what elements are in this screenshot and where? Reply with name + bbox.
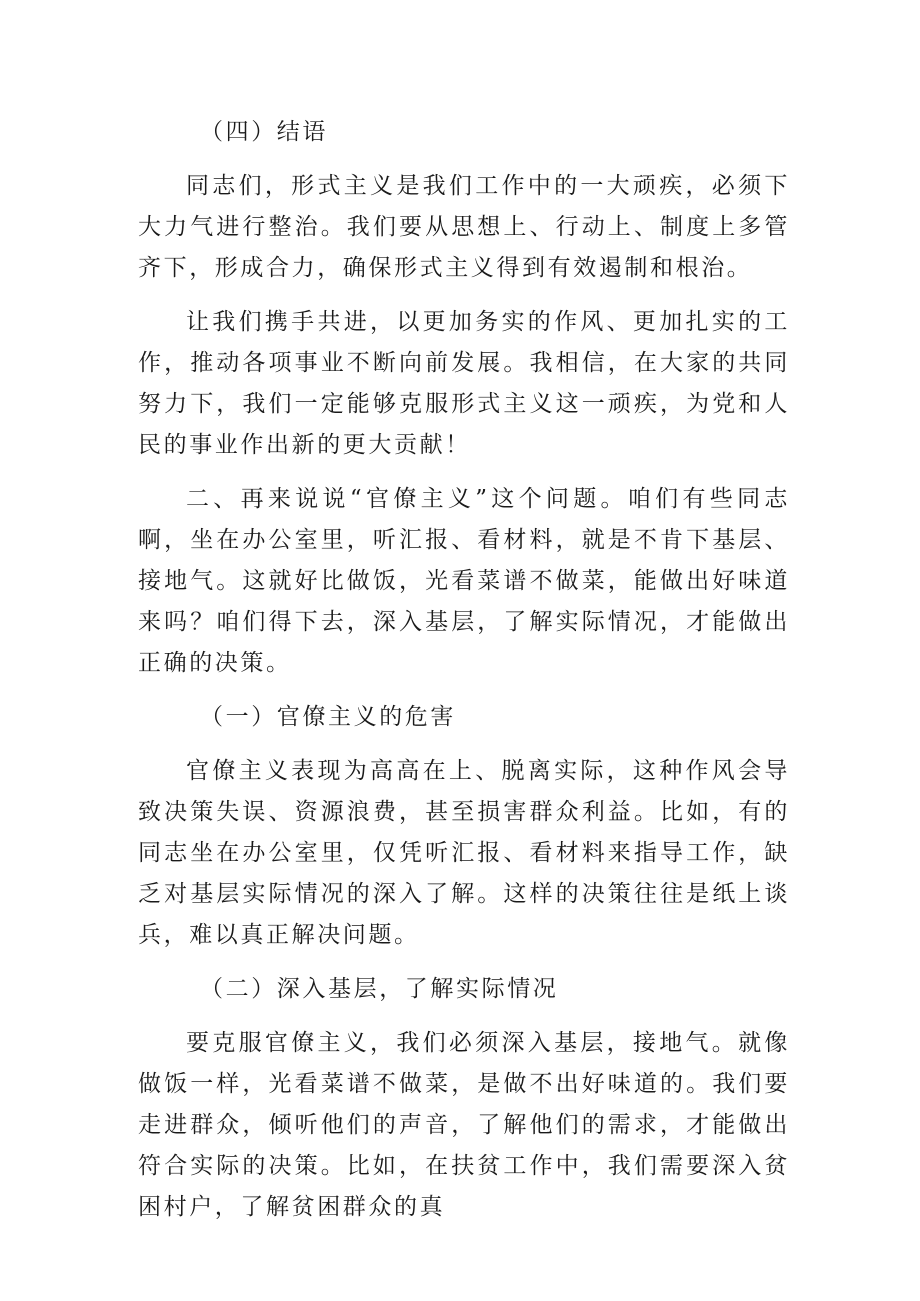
section-heading-harms: （一）官僚主义的危害: [200, 704, 456, 730]
paragraph: 让我们携手共进，以更加务实的作风、更加扎实的工作，推动各项事业不断向前发展。我相信，在大家的共同努力下，我们一定能够克服形式主义这一顽疾，为党和人民的事业作出新的更大贡献！: [138, 309, 790, 458]
paragraph-bureaucratism-intro: 二、再来说说“官僚主义”这个问题。咱们有些同志啊，坐在办公室里，听汇报、看材料，就是不肯下基层、接地气。这就好比做饭，光看菜谱不做菜，能做出好味道来吗？咱们得下去，深入基层，了解实际情况，才能做出正确的决策。: [138, 486, 790, 676]
section-heading-conclusion: （四）结语: [200, 119, 328, 145]
paragraph: 同志们，形式主义是我们工作中的一大顽疾，必须下大力气进行整治。我们要从思想上、行动上、制度上多管齐下，形成合力，确保形式主义得到有效遏制和根治。: [138, 173, 790, 281]
section-heading-grassroots: （二）深入基层，了解实际情况: [200, 976, 559, 1002]
paragraph: 官僚主义表现为高高在上、脱离实际，这种作风会导致决策失误、资源浪费，甚至损害群众利益。比如，有的同志坐在办公室里，仅凭听汇报、看材料来指导工作，缺乏对基层实际情况的深入了解。这样的决策往往是纸上谈兵，难以真正解决问题。: [138, 758, 790, 948]
document-body: [138, 112, 790, 1241]
paragraph: 要克服官僚主义，我们必须深入基层，接地气。就像做饭一样，光看菜谱不做菜，是做不出好味道的。我们要走进群众，倾听他们的声音，了解他们的需求，才能做出符合实际的决策。比如，在扶贫工作中，我们需要深入贫困村户，了解贫困群众的真: [138, 1030, 790, 1220]
